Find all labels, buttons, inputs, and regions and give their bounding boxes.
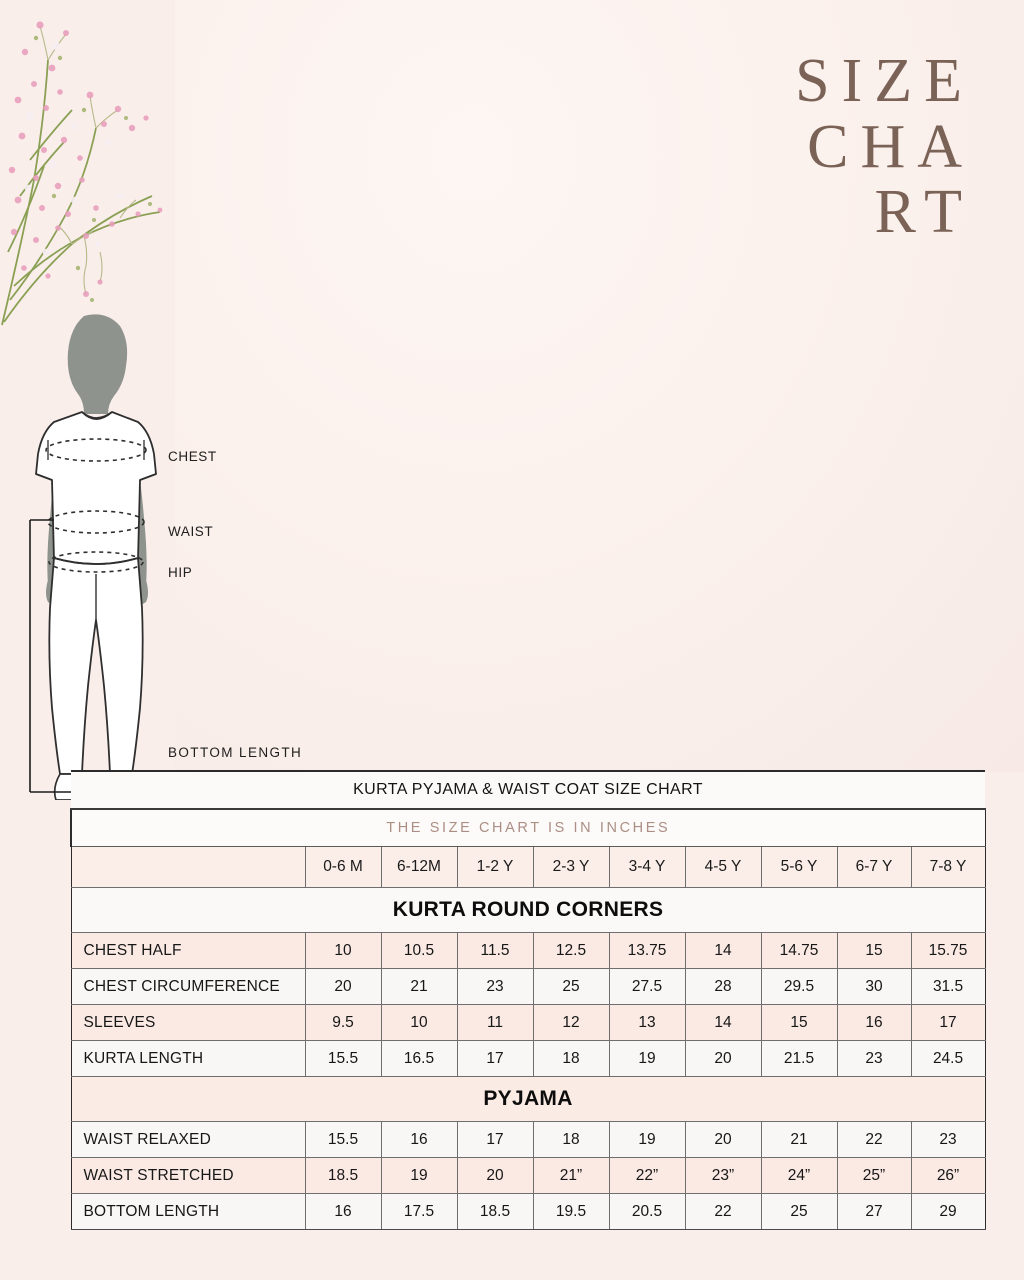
cell: 14: [685, 1005, 761, 1041]
cell: 11: [457, 1005, 533, 1041]
page-title-line-3: RT: [874, 178, 974, 247]
size-header-blank: [71, 847, 305, 888]
section-title-kurta: KURTA ROUND CORNERS: [71, 888, 985, 933]
figure-label-hip: HIP: [168, 565, 193, 580]
cell: 17.5: [381, 1194, 457, 1230]
page-title: [719, 47, 974, 247]
cell: 20.5: [609, 1194, 685, 1230]
cell: 17: [911, 1005, 985, 1041]
table-row: [71, 1005, 985, 1041]
cell: 10.5: [381, 933, 457, 969]
table-row: [71, 1122, 985, 1158]
cell: 17: [457, 1041, 533, 1077]
cell: 22: [685, 1194, 761, 1230]
cell: 18.5: [305, 1158, 381, 1194]
cell: 22: [837, 1122, 911, 1158]
cell: 21: [381, 969, 457, 1005]
size-chart-body: [71, 771, 985, 1230]
figure-label-bottom-length: BOTTOM LENGTH: [168, 745, 303, 760]
cell: 13.75: [609, 933, 685, 969]
figure-labels: [0, 308, 320, 778]
size-header-6: 5-6 Y: [761, 847, 837, 888]
table-row: [71, 933, 985, 969]
cell: 20: [685, 1122, 761, 1158]
cell: 21.5: [761, 1041, 837, 1077]
cell: 21”: [533, 1158, 609, 1194]
cell: 14: [685, 933, 761, 969]
cell: 23: [911, 1122, 985, 1158]
cell: 25”: [837, 1158, 911, 1194]
cell: 20: [305, 969, 381, 1005]
size-header-4: 3-4 Y: [609, 847, 685, 888]
cell: 16: [381, 1122, 457, 1158]
chart-subtitle: THE SIZE CHART IS IN INCHES: [71, 809, 985, 847]
table-row: [71, 1194, 985, 1230]
cell: 18.5: [457, 1194, 533, 1230]
page-title-line-2: CHA: [807, 112, 974, 181]
cell: 23: [837, 1041, 911, 1077]
cell: 20: [457, 1158, 533, 1194]
row-label: CHEST CIRCUMFERENCE: [71, 969, 305, 1005]
size-header-2: 1-2 Y: [457, 847, 533, 888]
section-title-pyjama: PYJAMA: [71, 1077, 985, 1122]
row-label: KURTA LENGTH: [71, 1041, 305, 1077]
cell: 19.5: [533, 1194, 609, 1230]
size-header-1: 6-12M: [381, 847, 457, 888]
section-header-kurta: [71, 888, 985, 933]
chart-subtitle-row: [71, 809, 985, 847]
section-header-pyjama: [71, 1077, 985, 1122]
cell: 24”: [761, 1158, 837, 1194]
cell: 31.5: [911, 969, 985, 1005]
cell: 16: [305, 1194, 381, 1230]
cell: 10: [381, 1005, 457, 1041]
size-header-row: [71, 847, 985, 888]
figure-label-chest: CHEST: [168, 449, 217, 464]
cell: 21: [761, 1122, 837, 1158]
cell: 28: [685, 969, 761, 1005]
cell: 30: [837, 969, 911, 1005]
cell: 17: [457, 1122, 533, 1158]
size-header-3: 2-3 Y: [533, 847, 609, 888]
cell: 12.5: [533, 933, 609, 969]
cell: 27.5: [609, 969, 685, 1005]
size-chart-table: [70, 770, 986, 1230]
row-label: WAIST STRETCHED: [71, 1158, 305, 1194]
row-label: CHEST HALF: [71, 933, 305, 969]
cell: 15: [761, 1005, 837, 1041]
row-label: SLEEVES: [71, 1005, 305, 1041]
cell: 25: [761, 1194, 837, 1230]
cell: 22”: [609, 1158, 685, 1194]
cell: 26”: [911, 1158, 985, 1194]
cell: 20: [685, 1041, 761, 1077]
cell: 27: [837, 1194, 911, 1230]
cell: 23”: [685, 1158, 761, 1194]
cell: 13: [609, 1005, 685, 1041]
table-row: [71, 1041, 985, 1077]
cell: 24.5: [911, 1041, 985, 1077]
cell: 16.5: [381, 1041, 457, 1077]
cell: 19: [609, 1041, 685, 1077]
cell: 18: [533, 1041, 609, 1077]
cell: 15.5: [305, 1122, 381, 1158]
page-title-line-1: SIZE: [795, 47, 974, 115]
cell: 19: [381, 1158, 457, 1194]
size-header-5: 4-5 Y: [685, 847, 761, 888]
chart-title: KURTA PYJAMA & WAIST COAT SIZE CHART: [71, 771, 985, 809]
size-header-0: 0-6 M: [305, 847, 381, 888]
cell: 29.5: [761, 969, 837, 1005]
cell: 15.5: [305, 1041, 381, 1077]
chart-title-row: [71, 771, 985, 809]
cell: 25: [533, 969, 609, 1005]
baby-breath-flowers: [0, 0, 175, 330]
cell: 10: [305, 933, 381, 969]
cell: 9.5: [305, 1005, 381, 1041]
cell: 19: [609, 1122, 685, 1158]
row-label: BOTTOM LENGTH: [71, 1194, 305, 1230]
size-header-8: 7-8 Y: [911, 847, 985, 888]
cell: 18: [533, 1122, 609, 1158]
size-header-7: 6-7 Y: [837, 847, 911, 888]
table-row: [71, 1158, 985, 1194]
cell: 11.5: [457, 933, 533, 969]
cell: 15: [837, 933, 911, 969]
row-label: WAIST RELAXED: [71, 1122, 305, 1158]
cell: 16: [837, 1005, 911, 1041]
cell: 23: [457, 969, 533, 1005]
cell: 12: [533, 1005, 609, 1041]
table-row: [71, 969, 985, 1005]
cell: 14.75: [761, 933, 837, 969]
cell: 29: [911, 1194, 985, 1230]
figure-label-waist: WAIST: [168, 524, 214, 539]
cell: 15.75: [911, 933, 985, 969]
